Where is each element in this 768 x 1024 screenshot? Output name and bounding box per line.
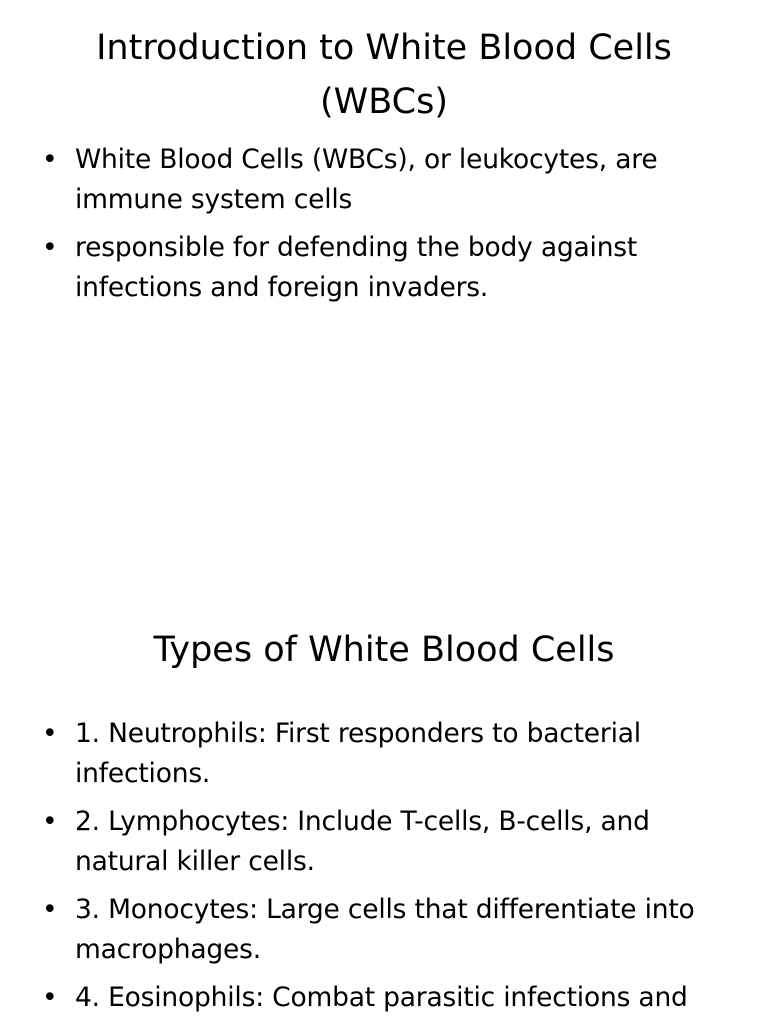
bullet-item — [42, 890, 732, 970]
bullet-icon: • — [42, 232, 58, 263]
bullet-text: 2. Lymphocytes: Include T-cells, B-cells, and natural killer cells. — [75, 806, 650, 877]
bullet-text: 4. Eosinophils: Combat parasitic infections and — [75, 982, 688, 1013]
bullet-icon: • — [42, 894, 58, 925]
bullet-icon: • — [42, 982, 58, 1013]
bullet-list — [42, 140, 732, 316]
bullet-item — [42, 978, 732, 1018]
bullet-list — [42, 714, 732, 1024]
bullet-icon: • — [42, 718, 58, 749]
bullet-item — [42, 140, 732, 220]
bullet-item — [42, 802, 732, 882]
bullet-icon: • — [42, 144, 58, 175]
bullet-item — [42, 228, 732, 308]
bullet-text: 3. Monocytes: Large cells that differentiate into macrophages. — [75, 894, 695, 965]
slide-title: Introduction to White Blood Cells (WBCs) — [96, 28, 672, 122]
bullet-text: responsible for defending the body against infections and foreign invaders. — [75, 232, 638, 303]
bullet-text: 1. Neutrophils: First responders to bacterial infections. — [75, 718, 641, 789]
bullet-text: White Blood Cells (WBCs), or leukocytes, are immune system cells — [75, 144, 658, 215]
slide-types — [0, 600, 768, 1024]
bullet-icon: • — [42, 806, 58, 837]
bullet-item — [42, 714, 732, 794]
slide-title: Types of White Blood Cells — [153, 630, 615, 670]
